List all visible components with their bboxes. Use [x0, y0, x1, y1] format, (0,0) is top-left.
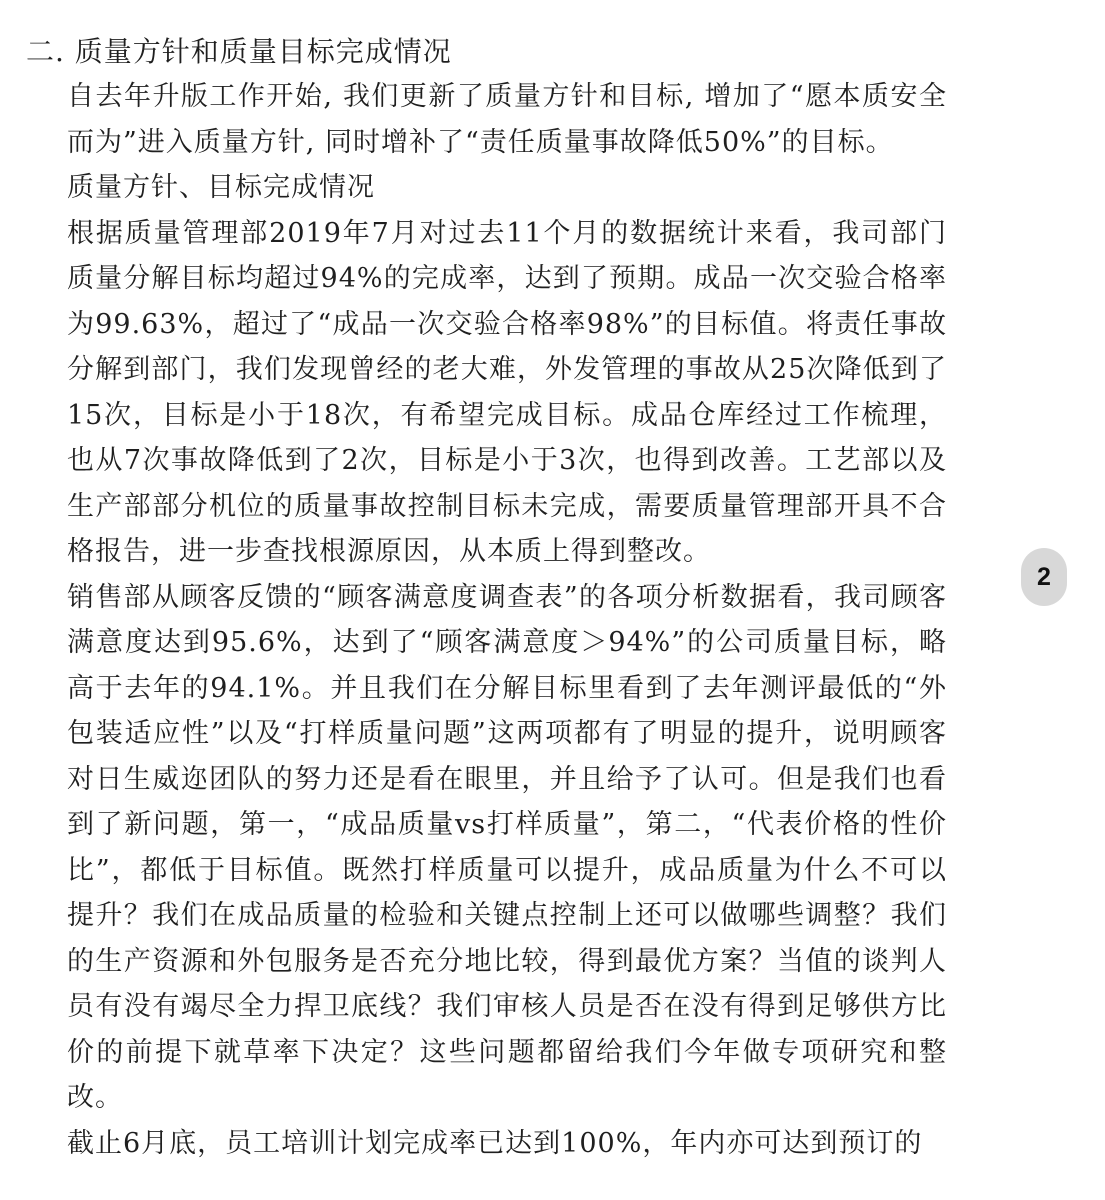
paragraph-policy-update: 自去年升版工作开始, 我们更新了质量方针和目标, 增加了“愿本质安全而为”进入质量方针, 同时增补了“责任质量事故降低50%”的目标。 [67, 81, 947, 158]
page-number: 2 [1037, 563, 1051, 591]
paragraph-training-plan: 截止6月底，员工培训计划完成率已达到100%，年内亦可达到预订的 [67, 1127, 923, 1159]
paragraph-quality-statistics: 根据质量管理部2019年7月对过去11个月的数据统计来看，我司部门质量分解目标均超过94%的完成率，达到了预期。成品一次交验合格率为99.63%，超过了“成品一次交验合格率98%”的目标值。将责任事故分解到部门，我们发现曾经的老大难，外发管理的事故从25次降低到了15次，目标是小于18次，有希望完成目标。成品仓库经过工作梳理，也从7次事故降低到了2次，目标是小于3次，也得到改善。工艺部以及生产部部分机位的质量事故控制目标未完成，需要质量管理部开具不合格报告，进一步查找根源原因，从本质上得到整改。 [67, 217, 947, 567]
section-body [67, 74, 947, 1166]
subheading-policy-completion: 质量方针、目标完成情况 [67, 172, 375, 203]
section-heading: 二. 质量方针和质量目标完成情况 [26, 35, 452, 68]
paragraph-customer-satisfaction: 销售部从顾客反馈的“顾客满意度调查表”的各项分析数据看，我司顾客满意度达到95.6%，达到了“顾客满意度＞94%”的公司质量目标，略高于去年的94.1%。并且我们在分解目标里看到了去年测评最低的“外包装适应性”以及“打样质量问题”这两项都有了明显的提升，说明顾客对日生威迩团队的努力还是看在眼里，并且给予了认可。但是我们也看到了新问题，第一，“成品质量vs打样质量”，第二，“代表价格的性价比”，都低于目标值。既然打样质量可以提升，成品质量为什么不可以提升？我们在成品质量的检验和关键点控制上还可以做哪些调整？我们的生产资源和外包服务是否充分地比较，得到最优方案？当值的谈判人员有没有竭尽全力捍卫底线？我们审核人员是否在没有得到足够供方比价的前提下就草率下决定？这些问题都留给我们今年做专项研究和整改。 [67, 581, 947, 1113]
